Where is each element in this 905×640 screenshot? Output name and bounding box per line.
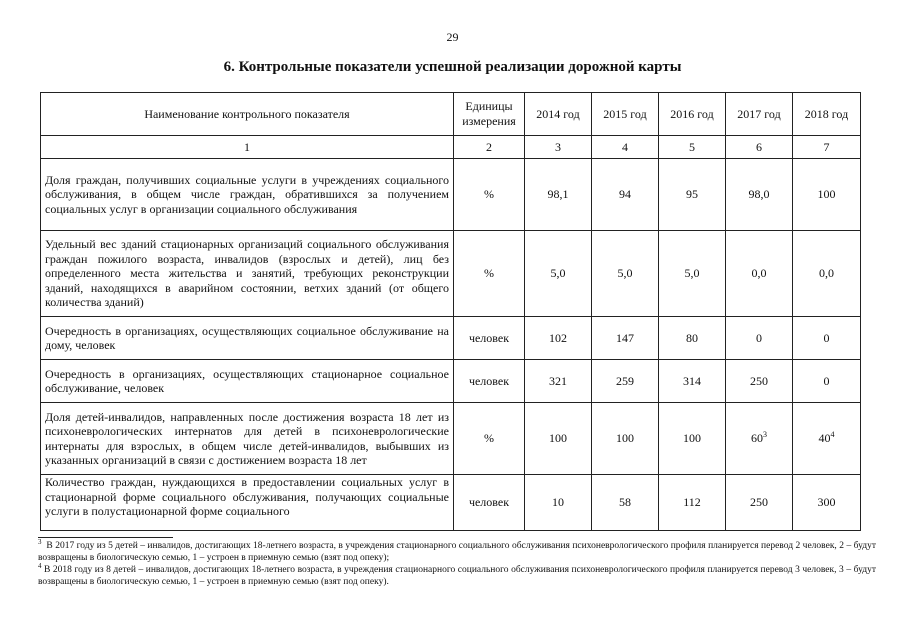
value-2017: 0,0	[726, 231, 793, 317]
indicator-unit: %	[454, 159, 525, 231]
value-2015: 5,0	[592, 231, 659, 317]
value-2014: 98,1	[525, 159, 592, 231]
table-row	[41, 231, 861, 317]
column-number: 1	[41, 136, 454, 159]
value-2018: 0	[793, 317, 861, 360]
footnote	[38, 561, 876, 588]
value-2014: 102	[525, 317, 592, 360]
value-2018: 0	[793, 360, 861, 403]
indicator-unit: человек	[454, 475, 525, 531]
value-2015: 58	[592, 475, 659, 531]
column-number: 5	[659, 136, 726, 159]
footnote-ref: 3	[763, 430, 767, 439]
footnotes	[38, 537, 877, 588]
indicators-table	[40, 92, 861, 531]
indicator-unit: человек	[454, 317, 525, 360]
value-2016: 95	[659, 159, 726, 231]
value-2018-cell	[793, 403, 861, 475]
column-number: 3	[525, 136, 592, 159]
table-row	[41, 317, 861, 360]
value-2018: 0,0	[793, 231, 861, 317]
value-2015: 100	[592, 403, 659, 475]
footnote-text: В 2018 году из 8 детей – инвалидов, достигающих 18-летнего возраста, в учреждения стационарного социального обслуживания психоневрологического профиля планируется перевод 3 человек, 3 – будут возвращены в биологическую семью, 1 – устроен в приемную семью (взят под опеку).	[38, 565, 876, 587]
column-number: 7	[793, 136, 861, 159]
footnote-divider	[38, 537, 173, 538]
column-number-row	[41, 136, 861, 159]
header-unit: Единицы измерения	[454, 93, 525, 136]
value-2017: 60	[751, 431, 763, 445]
header-2014: 2014 год	[525, 93, 592, 136]
value-2016: 314	[659, 360, 726, 403]
value-2016: 112	[659, 475, 726, 531]
value-2016: 5,0	[659, 231, 726, 317]
value-2014: 321	[525, 360, 592, 403]
value-2018: 100	[793, 159, 861, 231]
indicator-unit: человек	[454, 360, 525, 403]
table-row	[41, 159, 861, 231]
footnote-mark: 4	[38, 561, 42, 570]
indicator-name: Доля детей-инвалидов, направленных после достижения возраста 18 лет из психоневрологических интернатов для детей в психоневрологические интернаты для взрослых, в общем числе детей-инвалидов, выбывших из указанных организаций в связи с достижением возраста 18 лет	[41, 403, 454, 475]
value-2017-cell	[726, 403, 793, 475]
footnote-text: В 2017 году из 5 детей – инвалидов, достигающих 18-летнего возраста, в учреждения стационарного социального обслуживания психоневрологического профиля планируется перевод 2 человек, 2 – будут возвращены в биологическую семью, 1 – устроен в приемную семью (взят под опеку);	[38, 541, 877, 563]
indicator-name: Доля граждан, получивших социальные услуги в учреждениях социального обслуживания, в общем числе граждан, обратившихся за получением социальных услуг в организации социального обслуживания	[41, 159, 454, 231]
value-2015: 94	[592, 159, 659, 231]
value-2015: 147	[592, 317, 659, 360]
value-2017: 0	[726, 317, 793, 360]
value-2018: 40	[818, 431, 831, 445]
table-row	[41, 403, 861, 475]
header-2017: 2017 год	[726, 93, 793, 136]
value-2014: 5,0	[525, 231, 592, 317]
header-name: Наименование контрольного показателя	[41, 93, 454, 136]
table-row	[41, 475, 861, 531]
indicator-unit: %	[454, 231, 525, 317]
indicator-name: Очередность в организациях, осуществляющих стационарное социальное обслуживание, человек	[41, 360, 454, 403]
page-number: 29	[446, 30, 459, 44]
column-number: 6	[726, 136, 793, 159]
page-title: 6. Контрольные показатели успешной реализации дорожной карты	[223, 59, 682, 75]
indicator-name: Удельный вес зданий стационарных организаций социального обслуживания граждан пожилого возраста, инвалидов (взрослых и детей), лиц без определенного места жительства и занятий, требующих реконструкции зданий, находящихся в аварийном состоянии, ветхих зданий (от общего количества зданий)	[41, 231, 454, 317]
footnote-ref: 4	[830, 430, 835, 439]
value-2014: 10	[525, 475, 592, 531]
value-2017: 98,0	[726, 159, 793, 231]
header-2018: 2018 год	[793, 93, 861, 136]
header-2015: 2015 год	[592, 93, 659, 136]
table-row	[41, 360, 861, 403]
footnote	[38, 537, 877, 564]
table-header-row	[41, 93, 861, 136]
value-2016: 80	[659, 317, 726, 360]
column-number: 4	[592, 136, 659, 159]
value-2017: 250	[726, 475, 793, 531]
value-2014: 100	[525, 403, 592, 475]
value-2017: 250	[726, 360, 793, 403]
value-2018: 300	[793, 475, 861, 531]
indicator-unit: %	[454, 403, 525, 475]
indicator-name: Очередность в организациях, осуществляющих социальное обслуживание на дому, человек	[41, 317, 454, 360]
header-2016: 2016 год	[659, 93, 726, 136]
value-2015: 259	[592, 360, 659, 403]
value-2016: 100	[659, 403, 726, 475]
column-number: 2	[454, 136, 525, 159]
footnote-mark: 3	[38, 537, 42, 546]
indicator-name: Количество граждан, нуждающихся в предоставлении социальных услуг в стационарной форме социального обслуживания, получающих социальные услуги в полустационарной форме социального	[41, 475, 454, 531]
